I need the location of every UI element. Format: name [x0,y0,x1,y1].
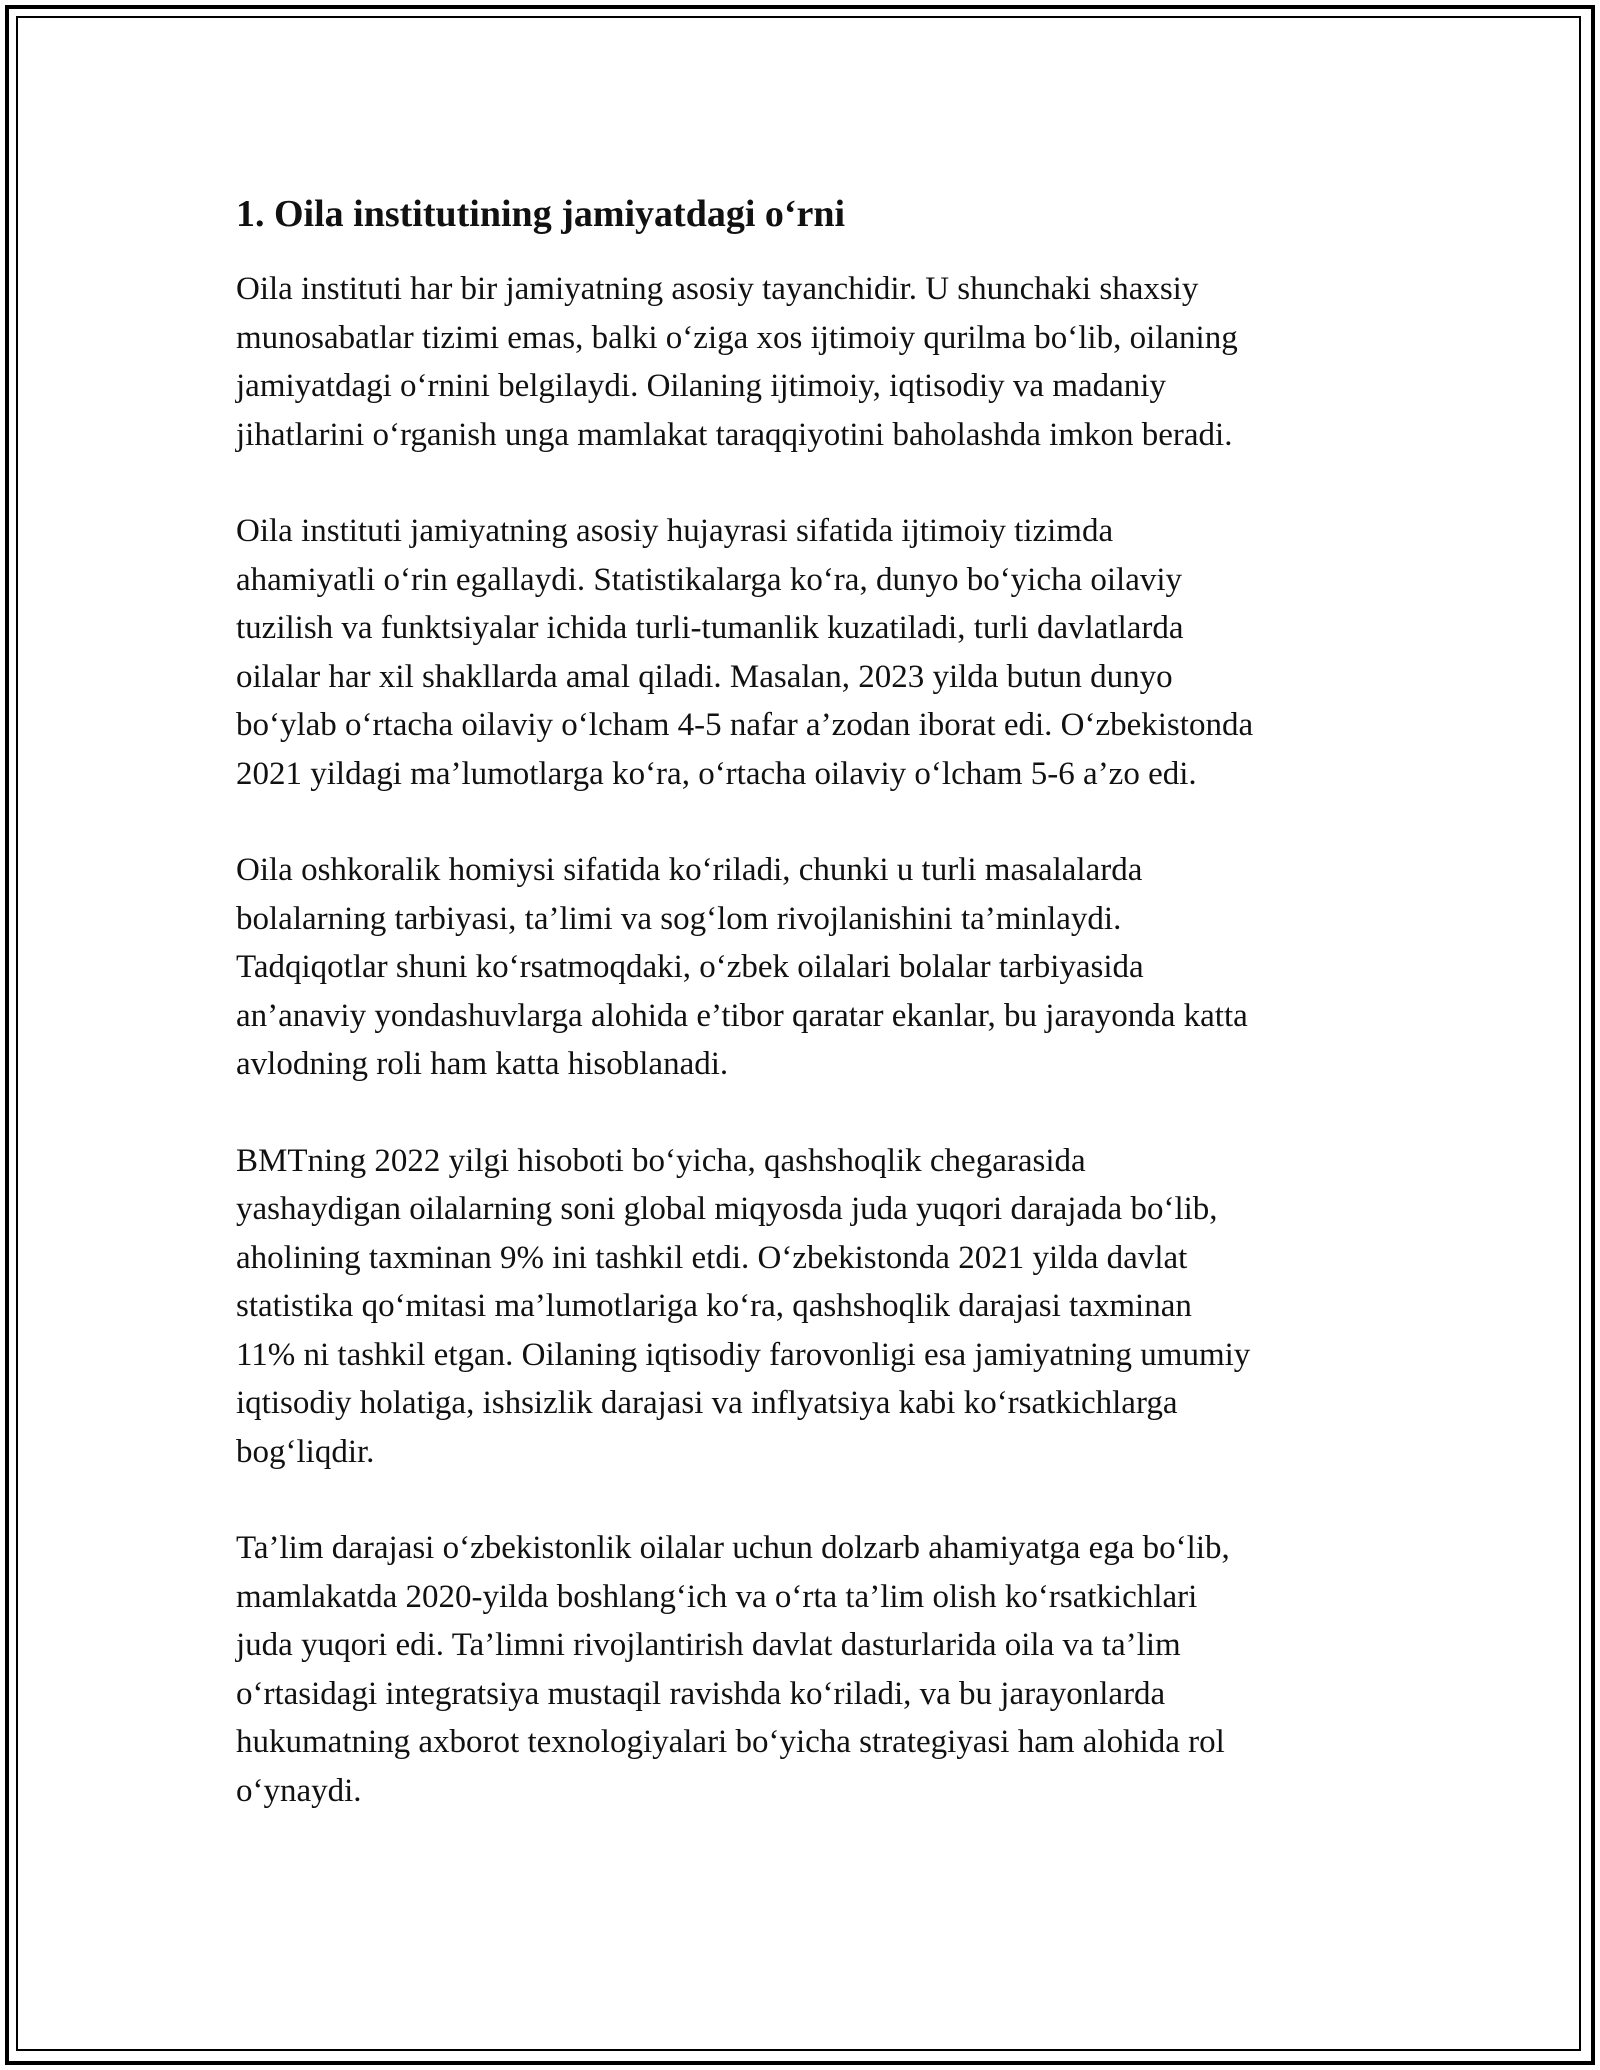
paragraph-2: Oila instituti jamiyatning asosiy hujayrasi sifatida ijtimoiy tizimda ahamiyatli o‘rin egallaydi. Statistikalarga ko‘ra, dunyo bo‘yicha oilaviy tuzilish va funktsiyalar ichida turli-tumanlik kuzatiladi, turli davlatlarda oilalar har xil shakllarda amal qiladi. Masalan, 2023 yilda butun dunyo bo‘ylab o‘rtacha oilaviy o‘lcham 4-5 nafar a’zodan iborat edi. O‘zbekistonda 2021 yildagi ma’lumotlarga ko‘ra, o‘rtacha oilaviy o‘lcham 5-6 a’zo edi. [236,513,1254,792]
section-heading: 1. Oila institutining jamiyatdagi o‘rni [236,193,846,235]
paragraph-5: Ta’lim darajasi o‘zbekistonlik oilalar uchun dolzarb ahamiyatga ega bo‘lib, mamlakatda 2020-yilda boshlang‘ich va o‘rta ta’lim olish ko‘rsatkichlari juda yuqori edi. Ta’limni rivojlantirish davlat dasturlarida oila va ta’lim o‘rtasidagi integratsiya mustaqil ravishda ko‘riladi, va bu jarayonlarda hukumatning axborot texnologiyalari bo‘yicha strategiyasi ham alohida rol o‘ynaydi. [236,1530,1230,1809]
paragraph-1: Oila instituti har bir jamiyatning asosiy tayanchidir. U shunchaki shaxsiy munosabatlar tizimi emas, balki o‘ziga xos ijtimoiy qurilma bo‘lib, oilaning jamiyatdagi o‘rnini belgilaydi. Oilaning ijtimoiy, iqtisodiy va madaniy jihatlarini o‘rganish unga mamlakat taraqqiyotini baholashda imkon beradi. [236,271,1238,453]
paragraph-3: Oila oshkoralik homiysi sifatida ko‘riladi, chunki u turli masalalarda bolalarning tarbiyasi, ta’limi va sog‘lom rivojlanishini ta’minlaydi. Tadqiqotlar shuni ko‘rsatmoqdaki, o‘zbek oilalari bolalar tarbiyasida an’anaviy yondashuvlarga alohida e’tibor qaratar ekanlar, bu jarayonda katta avlodning roli ham katta hisoblanadi. [236,852,1248,1082]
document-page [236,185,1386,1863]
paragraph-4: BMTning 2022 yilgi hisoboti bo‘yicha, qashshoqlik chegarasida yashaydigan oilalarning soni global miqyosda juda yuqori darajada bo‘lib, aholining taxminan 9% ini tashkil etdi. O‘zbekistonda 2021 yilda davlat statistika qo‘mitasi ma’lumotlariga ko‘ra, qashshoqlik darajasi taxminan 11% ni tashkil etgan. Oilaning iqtisodiy farovonligi esa jamiyatning umumiy iqtisodiy holatiga, ishsizlik darajasi va inflyatsiya kabi ko‘rsatkichlarga bog‘liqdir. [236,1142,1251,1470]
